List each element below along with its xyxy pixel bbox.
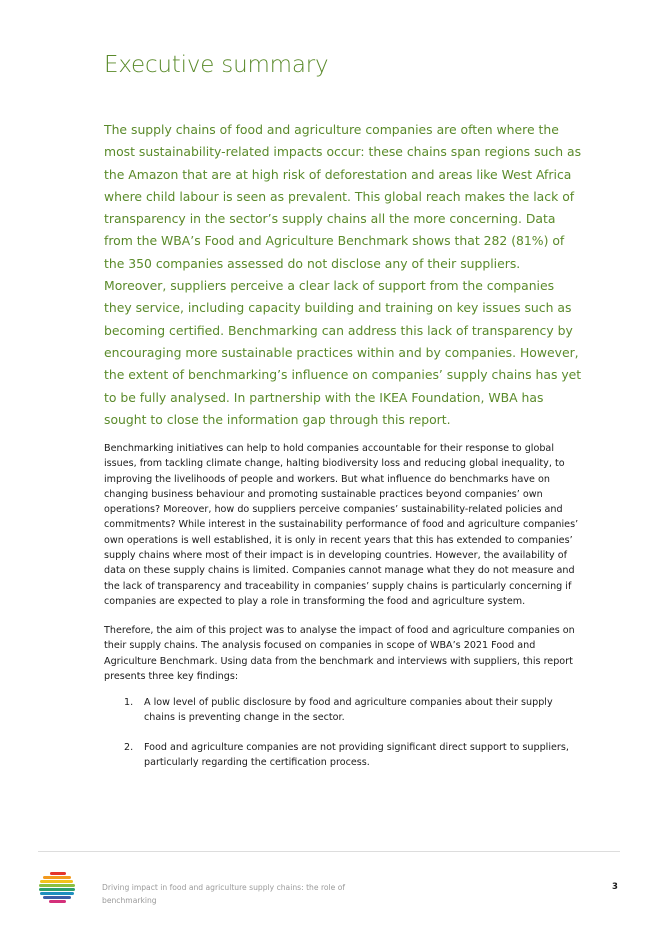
logo-stripe <box>43 896 71 899</box>
body-paragraph: Benchmarking initiatives can help to hold companies accountable for their response to global issues, from tackling climate change, halting biodiversity loss and reducing global inequality, to improving the livelihoods of people and workers. But what influence do benchmarks have on changing business behaviour and promoting sustainable practices beyond companies’ own operations? Moreover, how do suppliers perceive companies’ sustainability-related policies and commitments? While interest in the sustainability performance of food and agriculture companies’ own operations is well established, it is only in recent years that this has extended to companies’ supply chains where most of their impact is in developing countries. However, the availability of data on these supply chains is limited. Companies cannot manage what they do not measure and the lack of transparency and traceability in companies’ supply chains is particularly concerning if companies are expected to play a role in transforming the food and agriculture system. <box>104 443 579 607</box>
list-item <box>104 695 580 726</box>
page-title: Executive summary <box>104 52 329 78</box>
logo-stripe <box>39 884 75 887</box>
logo-stripe <box>39 888 75 891</box>
key-findings-list <box>104 695 580 784</box>
page-number: 3 <box>612 882 618 892</box>
body-paragraph: Therefore, the aim of this project was to analyse the impact of food and agriculture companies on their supply chains. The analysis focused on companies in scope of WBA’s 2021 Food and Agriculture Benchmark. Using data from the benchmark and interviews with suppliers, this report presents three key findings: <box>104 625 575 682</box>
wba-logo-icon <box>38 870 76 908</box>
logo-stripe <box>40 892 74 895</box>
list-item-number: 1. <box>124 697 134 708</box>
list-item <box>104 740 580 771</box>
list-item-text: A low level of public disclosure by food and agriculture companies about their supply chains is preventing change in the sector. <box>144 697 553 724</box>
list-item-number: 2. <box>124 741 134 753</box>
footer-divider <box>38 851 620 852</box>
logo-stripe <box>50 872 66 875</box>
logo-stripe <box>49 900 66 903</box>
footer-report-title: Driving impact in food and agriculture supply chains: the role of benchmarking <box>102 883 346 905</box>
logo-stripe <box>43 876 71 879</box>
logo-stripe <box>40 880 73 883</box>
list-item-text: Food and agriculture companies are not providing significant direct support to suppliers, particularly regarding the certification process. <box>144 741 569 768</box>
intro-paragraph: The supply chains of food and agriculture companies are often where the most sustainability-related impacts occur: these chains span regions such as the Amazon that are at high risk of deforestation and areas like West Africa where child labour is seen as prevalent. This global reach makes the lack of transparency in the sector’s supply chains all the more concerning. Data from the WBA’s Food and Agriculture Benchmark shows that 282 (81%) of the 350 companies assessed do not disclose any of their suppliers. Moreover, suppliers perceive a clear lack of support from the companies they service, including capacity building and training on key issues such as becoming certified. Benchmarking can address this lack of transparency by encouraging more sustainable practices within and by companies. However, the extent of benchmarking’s influence on companies’ supply chains has yet to be fully analysed. In partnership with the IKEA Foundation, WBA has sought to close the information gap through this report. <box>104 122 582 427</box>
